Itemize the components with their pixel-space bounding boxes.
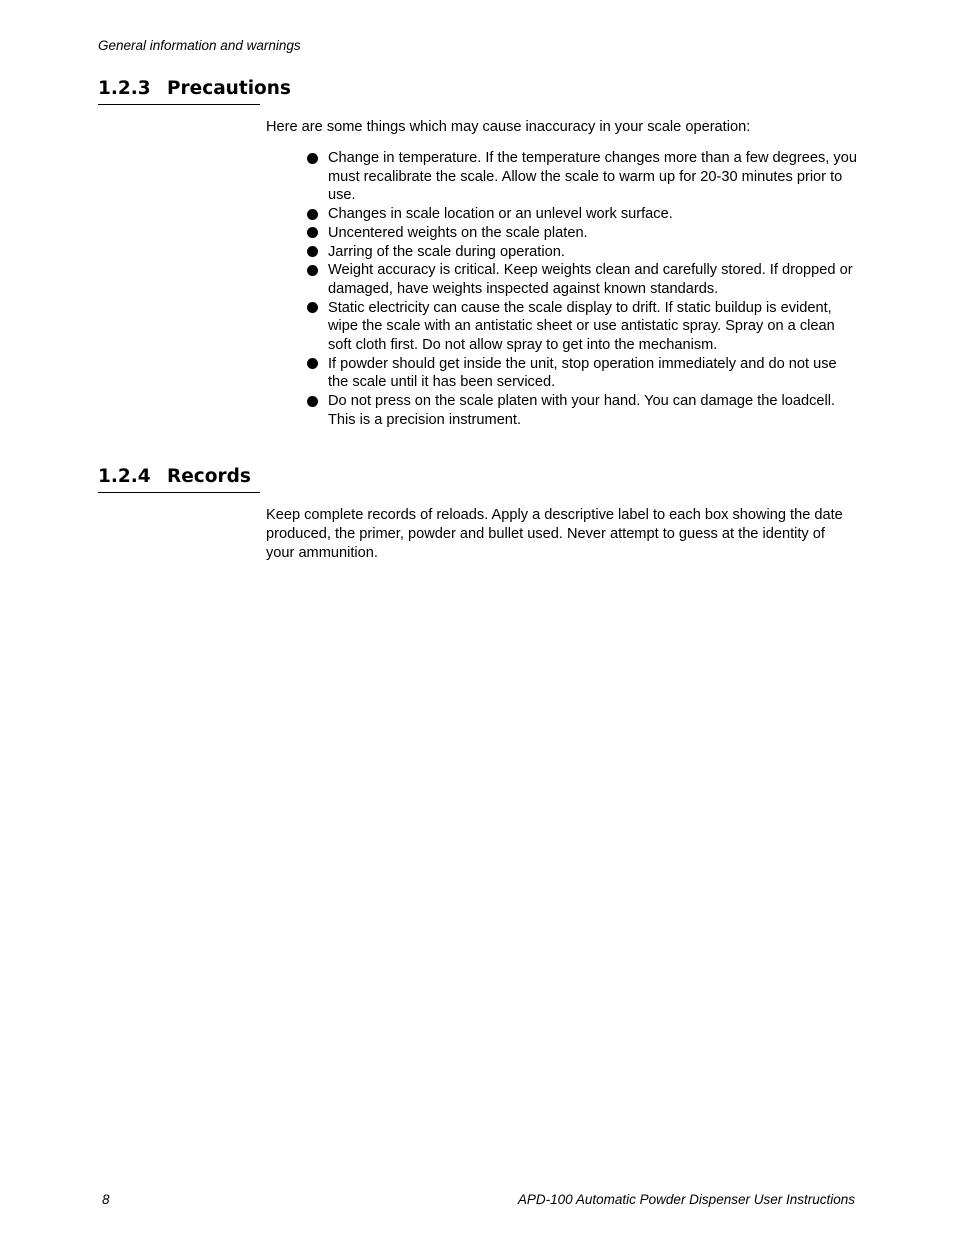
list-item xyxy=(307,205,859,224)
bullet-icon xyxy=(307,265,318,276)
bullet-icon xyxy=(307,227,318,238)
list-item xyxy=(307,392,859,429)
bullet-icon xyxy=(307,302,318,313)
list-item xyxy=(307,299,859,355)
list-item-text: Uncentered weights on the scale platen. xyxy=(328,224,588,241)
precautions-list xyxy=(307,149,859,430)
running-header: General information and warnings xyxy=(98,38,301,53)
list-item-text: Weight accuracy is critical. Keep weights clean and carefully stored. If dropped or damaged, have weights inspected against known standards. xyxy=(328,262,853,297)
records-paragraph: Keep complete records of reloads. Apply a descriptive label to each box showing the date produced, the primer, powder and bullet used. Never attempt to guess at the identity of your ammunition. xyxy=(266,507,843,561)
list-item-text: Change in temperature. If the temperature changes more than a few degrees, you must recalibrate the scale. Allow the scale to warm up for 20-30 minutes prior to use. xyxy=(328,150,857,204)
section-heading-records xyxy=(98,466,260,493)
list-item xyxy=(307,224,859,243)
section-title: Records xyxy=(167,466,251,487)
list-item-text: If powder should get inside the unit, stop operation immediately and do not use the scale until it has been serviced. xyxy=(328,355,837,391)
bullet-icon xyxy=(307,358,318,369)
section-heading-precautions xyxy=(98,78,291,105)
bullet-icon xyxy=(307,209,318,220)
bullet-icon xyxy=(307,246,318,257)
list-item-text: Changes in scale location or an unlevel work surface. xyxy=(328,206,673,223)
section-number: 1.2.3 xyxy=(98,78,151,99)
footer-document-title: APD-100 Automatic Powder Dispenser User Instructions xyxy=(517,1192,855,1207)
list-item-text: Jarring of the scale during operation. xyxy=(328,243,565,260)
bullet-icon xyxy=(307,396,318,407)
list-item xyxy=(307,355,859,392)
list-item-text: Do not press on the scale platen with your hand. You can damage the loadcell. This is a precision instrument. xyxy=(328,393,836,428)
precautions-intro: Here are some things which may cause inaccuracy in your scale operation: xyxy=(266,119,751,135)
list-item xyxy=(307,149,859,205)
list-item xyxy=(307,243,859,262)
list-item xyxy=(307,261,859,298)
section-title: Precautions xyxy=(167,78,291,99)
page-number: 8 xyxy=(102,1192,110,1207)
section-number: 1.2.4 xyxy=(98,466,151,487)
bullet-icon xyxy=(307,153,318,164)
list-item-text: Static electricity can cause the scale display to drift. If static buildup is evident, wipe the scale with an antistatic sheet or use antistatic spray. Spray on a clean soft cloth first. Do not allow spray to get into the mechanism. xyxy=(328,299,835,354)
